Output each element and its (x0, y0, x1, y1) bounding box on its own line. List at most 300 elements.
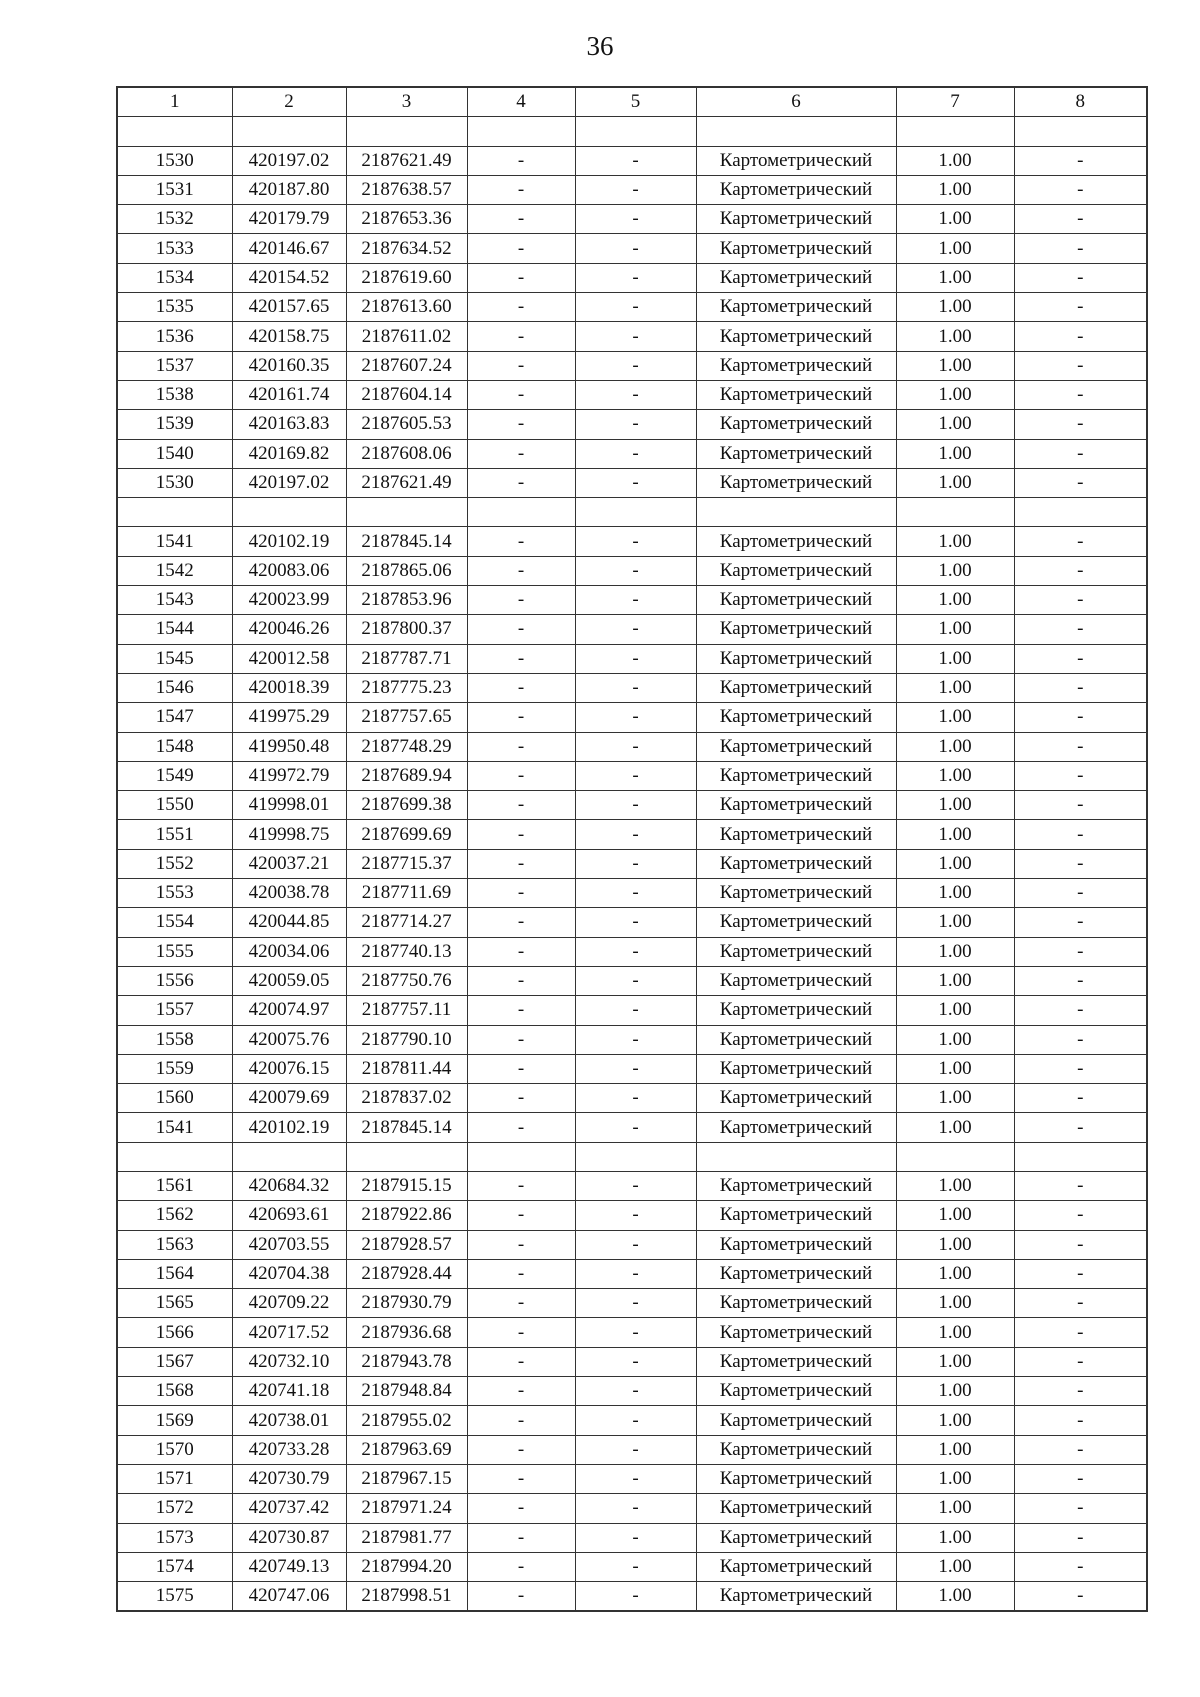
accuracy-cell: 1.00 (896, 1523, 1014, 1552)
y-coordinate-cell: 2187930.79 (346, 1289, 467, 1318)
x-coordinate-cell (232, 117, 346, 146)
table-row (117, 996, 1147, 1025)
point-number-cell: 1535 (117, 293, 232, 322)
column-8-cell: - (1014, 410, 1147, 439)
point-number-cell: 1551 (117, 820, 232, 849)
page-number: 36 (586, 31, 614, 61)
y-coordinate-cell: 2187748.29 (346, 732, 467, 761)
column-header: 8 (1014, 87, 1147, 117)
accuracy-cell (896, 117, 1014, 146)
column-5-cell: - (575, 1406, 696, 1435)
method-cell: Картометрический (696, 322, 896, 351)
column-8-cell: - (1014, 351, 1147, 380)
method-cell: Картометрический (696, 1494, 896, 1523)
table-row (117, 586, 1147, 615)
point-number-cell: 1562 (117, 1201, 232, 1230)
column-8-cell: - (1014, 1201, 1147, 1230)
table-row (117, 556, 1147, 585)
method-cell: Картометрический (696, 1435, 896, 1464)
column-4-cell: - (467, 996, 575, 1025)
y-coordinate-cell: 2187915.15 (346, 1171, 467, 1200)
y-coordinate-cell: 2187936.68 (346, 1318, 467, 1347)
y-coordinate-cell: 2187971.24 (346, 1494, 467, 1523)
table-row (117, 1552, 1147, 1581)
y-coordinate-cell: 2187775.23 (346, 673, 467, 702)
method-cell: Картометрический (696, 351, 896, 380)
column-8-cell: - (1014, 293, 1147, 322)
table-row (117, 937, 1147, 966)
accuracy-cell: 1.00 (896, 1318, 1014, 1347)
column-5-cell: - (575, 996, 696, 1025)
y-coordinate-cell: 2187715.37 (346, 849, 467, 878)
table-row (117, 322, 1147, 351)
column-5-cell: - (575, 1289, 696, 1318)
method-cell: Картометрический (696, 703, 896, 732)
column-4-cell: - (467, 1318, 575, 1347)
method-cell: Картометрический (696, 673, 896, 702)
column-8-cell: - (1014, 234, 1147, 263)
column-8-cell: - (1014, 761, 1147, 790)
column-4-cell: - (467, 439, 575, 468)
table-row (117, 849, 1147, 878)
column-8-cell: - (1014, 1523, 1147, 1552)
x-coordinate-cell: 420197.02 (232, 468, 346, 497)
column-5-cell: - (575, 1464, 696, 1493)
x-coordinate-cell (232, 498, 346, 527)
method-cell: Картометрический (696, 1552, 896, 1581)
accuracy-cell: 1.00 (896, 205, 1014, 234)
point-number-cell: 1541 (117, 1113, 232, 1142)
method-cell: Картометрический (696, 644, 896, 673)
x-coordinate-cell: 420083.06 (232, 556, 346, 585)
table-row (117, 1230, 1147, 1259)
point-number-cell (117, 1142, 232, 1171)
method-cell: Картометрический (696, 1347, 896, 1376)
accuracy-cell: 1.00 (896, 1259, 1014, 1288)
x-coordinate-cell: 420693.61 (232, 1201, 346, 1230)
y-coordinate-cell: 2187998.51 (346, 1582, 467, 1612)
x-coordinate-cell: 420102.19 (232, 1113, 346, 1142)
method-cell: Картометрический (696, 879, 896, 908)
column-4-cell: - (467, 849, 575, 878)
y-coordinate-cell: 2187608.06 (346, 439, 467, 468)
x-coordinate-cell: 419975.29 (232, 703, 346, 732)
y-coordinate-cell: 2187607.24 (346, 351, 467, 380)
table-row (117, 1289, 1147, 1318)
point-number-cell: 1558 (117, 1025, 232, 1054)
column-4-cell: - (467, 703, 575, 732)
column-5-cell: - (575, 439, 696, 468)
x-coordinate-cell: 420197.02 (232, 146, 346, 175)
point-number-cell: 1548 (117, 732, 232, 761)
method-cell: Картометрический (696, 234, 896, 263)
column-4-cell: - (467, 1494, 575, 1523)
table-row (117, 615, 1147, 644)
column-8-cell: - (1014, 1171, 1147, 1200)
x-coordinate-cell: 420074.97 (232, 996, 346, 1025)
y-coordinate-cell: 2187865.06 (346, 556, 467, 585)
method-cell: Картометрический (696, 732, 896, 761)
x-coordinate-cell: 420169.82 (232, 439, 346, 468)
point-number-cell: 1575 (117, 1582, 232, 1612)
column-5-cell: - (575, 468, 696, 497)
column-5-cell: - (575, 1318, 696, 1347)
point-number-cell: 1570 (117, 1435, 232, 1464)
method-cell: Картометрический (696, 527, 896, 556)
y-coordinate-cell: 2187757.65 (346, 703, 467, 732)
table-row (117, 966, 1147, 995)
table-row (117, 1025, 1147, 1054)
column-5-cell: - (575, 673, 696, 702)
column-4-cell: - (467, 556, 575, 585)
column-4-cell: - (467, 1201, 575, 1230)
point-number-cell: 1542 (117, 556, 232, 585)
method-cell: Картометрический (696, 966, 896, 995)
y-coordinate-cell: 2187811.44 (346, 1054, 467, 1083)
x-coordinate-cell: 420709.22 (232, 1289, 346, 1318)
column-8-cell: - (1014, 791, 1147, 820)
method-cell: Картометрический (696, 586, 896, 615)
column-5-cell (575, 498, 696, 527)
accuracy-cell: 1.00 (896, 615, 1014, 644)
y-coordinate-cell: 2187757.11 (346, 996, 467, 1025)
column-8-cell: - (1014, 1054, 1147, 1083)
point-number-cell: 1568 (117, 1377, 232, 1406)
point-number-cell: 1564 (117, 1259, 232, 1288)
y-coordinate-cell: 2187638.57 (346, 175, 467, 204)
accuracy-cell: 1.00 (896, 175, 1014, 204)
x-coordinate-cell: 420717.52 (232, 1318, 346, 1347)
separator-row (117, 1142, 1147, 1171)
column-8-cell: - (1014, 1259, 1147, 1288)
point-number-cell: 1555 (117, 937, 232, 966)
column-5-cell: - (575, 1113, 696, 1142)
method-cell: Картометрический (696, 1054, 896, 1083)
y-coordinate-cell (346, 498, 467, 527)
method-cell: Картометрический (696, 1464, 896, 1493)
column-8-cell: - (1014, 527, 1147, 556)
x-coordinate-cell: 420187.80 (232, 175, 346, 204)
accuracy-cell: 1.00 (896, 1113, 1014, 1142)
column-4-cell: - (467, 820, 575, 849)
column-5-cell: - (575, 293, 696, 322)
column-4-cell: - (467, 293, 575, 322)
column-8-cell: - (1014, 1406, 1147, 1435)
accuracy-cell: 1.00 (896, 263, 1014, 292)
method-cell: Картометрический (696, 849, 896, 878)
accuracy-cell: 1.00 (896, 908, 1014, 937)
x-coordinate-cell: 420738.01 (232, 1406, 346, 1435)
y-coordinate-cell: 2187948.84 (346, 1377, 467, 1406)
table-row (117, 146, 1147, 175)
column-8-cell: - (1014, 175, 1147, 204)
column-8-cell: - (1014, 879, 1147, 908)
point-number-cell: 1531 (117, 175, 232, 204)
column-5-cell: - (575, 820, 696, 849)
column-4-cell: - (467, 791, 575, 820)
column-8-cell: - (1014, 146, 1147, 175)
point-number-cell: 1566 (117, 1318, 232, 1347)
accuracy-cell: 1.00 (896, 322, 1014, 351)
column-5-cell: - (575, 263, 696, 292)
column-8-cell: - (1014, 205, 1147, 234)
y-coordinate-cell: 2187605.53 (346, 410, 467, 439)
table-row (117, 351, 1147, 380)
method-cell: Картометрический (696, 380, 896, 409)
point-number-cell: 1544 (117, 615, 232, 644)
column-4-cell: - (467, 879, 575, 908)
column-8-cell: - (1014, 673, 1147, 702)
column-8-cell: - (1014, 586, 1147, 615)
x-coordinate-cell: 420157.65 (232, 293, 346, 322)
x-coordinate-cell: 420704.38 (232, 1259, 346, 1288)
point-number-cell: 1560 (117, 1084, 232, 1113)
x-coordinate-cell: 420037.21 (232, 849, 346, 878)
method-cell: Картометрический (696, 556, 896, 585)
point-number-cell: 1546 (117, 673, 232, 702)
method-cell (696, 1142, 896, 1171)
column-8-cell (1014, 117, 1147, 146)
method-cell: Картометрический (696, 263, 896, 292)
point-number-cell: 1565 (117, 1289, 232, 1318)
table-row (117, 673, 1147, 702)
column-5-cell (575, 117, 696, 146)
column-5-cell: - (575, 703, 696, 732)
method-cell: Картометрический (696, 146, 896, 175)
column-5-cell: - (575, 1054, 696, 1083)
table-body (117, 117, 1147, 1612)
accuracy-cell: 1.00 (896, 644, 1014, 673)
y-coordinate-cell: 2187653.36 (346, 205, 467, 234)
column-header: 3 (346, 87, 467, 117)
point-number-cell: 1540 (117, 439, 232, 468)
column-4-cell (467, 117, 575, 146)
accuracy-cell: 1.00 (896, 966, 1014, 995)
column-5-cell: - (575, 732, 696, 761)
column-5-cell: - (575, 351, 696, 380)
column-8-cell: - (1014, 1435, 1147, 1464)
point-number-cell: 1550 (117, 791, 232, 820)
column-5-cell: - (575, 1230, 696, 1259)
table-row (117, 1347, 1147, 1376)
point-number-cell: 1567 (117, 1347, 232, 1376)
method-cell: Картометрический (696, 205, 896, 234)
separator-row (117, 117, 1147, 146)
method-cell: Картометрический (696, 908, 896, 937)
x-coordinate-cell: 420730.87 (232, 1523, 346, 1552)
accuracy-cell: 1.00 (896, 146, 1014, 175)
point-number-cell: 1530 (117, 468, 232, 497)
point-number-cell: 1561 (117, 1171, 232, 1200)
table-row (117, 468, 1147, 497)
column-5-cell: - (575, 175, 696, 204)
column-4-cell: - (467, 1259, 575, 1288)
column-5-cell: - (575, 1171, 696, 1200)
x-coordinate-cell: 420012.58 (232, 644, 346, 673)
column-5-cell: - (575, 380, 696, 409)
column-8-cell: - (1014, 1464, 1147, 1493)
column-4-cell: - (467, 1084, 575, 1113)
x-coordinate-cell: 419998.75 (232, 820, 346, 849)
point-number-cell: 1554 (117, 908, 232, 937)
column-4-cell: - (467, 1025, 575, 1054)
accuracy-cell: 1.00 (896, 849, 1014, 878)
x-coordinate-cell: 420023.99 (232, 586, 346, 615)
point-number-cell: 1556 (117, 966, 232, 995)
column-4-cell: - (467, 410, 575, 439)
x-coordinate-cell: 420146.67 (232, 234, 346, 263)
table-row (117, 234, 1147, 263)
method-cell: Картометрический (696, 937, 896, 966)
x-coordinate-cell: 420034.06 (232, 937, 346, 966)
column-8-cell: - (1014, 468, 1147, 497)
y-coordinate-cell: 2187613.60 (346, 293, 467, 322)
column-4-cell: - (467, 1406, 575, 1435)
accuracy-cell: 1.00 (896, 1377, 1014, 1406)
y-coordinate-cell: 2187800.37 (346, 615, 467, 644)
table-row (117, 1201, 1147, 1230)
column-8-cell: - (1014, 732, 1147, 761)
column-4-cell: - (467, 1377, 575, 1406)
y-coordinate-cell: 2187845.14 (346, 1113, 467, 1142)
table-row (117, 732, 1147, 761)
table-row (117, 1523, 1147, 1552)
table-row (117, 644, 1147, 673)
table-row (117, 1406, 1147, 1435)
point-number-cell: 1533 (117, 234, 232, 263)
column-8-cell: - (1014, 820, 1147, 849)
column-4-cell: - (467, 732, 575, 761)
column-8-cell: - (1014, 1025, 1147, 1054)
x-coordinate-cell: 420154.52 (232, 263, 346, 292)
x-coordinate-cell: 420179.79 (232, 205, 346, 234)
column-5-cell: - (575, 527, 696, 556)
point-number-cell: 1536 (117, 322, 232, 351)
column-8-cell: - (1014, 1318, 1147, 1347)
accuracy-cell: 1.00 (896, 879, 1014, 908)
accuracy-cell: 1.00 (896, 1552, 1014, 1581)
method-cell: Картометрический (696, 1318, 896, 1347)
column-8-cell: - (1014, 439, 1147, 468)
method-cell: Картометрический (696, 1377, 896, 1406)
column-4-cell: - (467, 1464, 575, 1493)
column-4-cell: - (467, 644, 575, 673)
table-row (117, 1084, 1147, 1113)
column-4-cell: - (467, 937, 575, 966)
column-8-cell: - (1014, 1552, 1147, 1581)
x-coordinate-cell: 420730.79 (232, 1464, 346, 1493)
y-coordinate-cell: 2187611.02 (346, 322, 467, 351)
column-4-cell: - (467, 908, 575, 937)
method-cell: Картометрический (696, 175, 896, 204)
method-cell (696, 117, 896, 146)
accuracy-cell: 1.00 (896, 380, 1014, 409)
x-coordinate-cell: 420684.32 (232, 1171, 346, 1200)
column-5-cell: - (575, 146, 696, 175)
method-cell: Картометрический (696, 1025, 896, 1054)
y-coordinate-cell: 2187790.10 (346, 1025, 467, 1054)
column-5-cell: - (575, 556, 696, 585)
column-5-cell: - (575, 1347, 696, 1376)
column-4-cell: - (467, 615, 575, 644)
table-row (117, 1171, 1147, 1200)
accuracy-cell: 1.00 (896, 556, 1014, 585)
x-coordinate-cell: 420749.13 (232, 1552, 346, 1581)
x-coordinate-cell: 420158.75 (232, 322, 346, 351)
table-row (117, 1464, 1147, 1493)
column-8-cell: - (1014, 908, 1147, 937)
table-row (117, 1259, 1147, 1288)
column-4-cell: - (467, 1552, 575, 1581)
accuracy-cell: 1.00 (896, 1494, 1014, 1523)
accuracy-cell: 1.00 (896, 351, 1014, 380)
point-number-cell: 1552 (117, 849, 232, 878)
y-coordinate-cell (346, 117, 467, 146)
x-coordinate-cell: 420046.26 (232, 615, 346, 644)
y-coordinate-cell: 2187621.49 (346, 146, 467, 175)
accuracy-cell (896, 1142, 1014, 1171)
column-4-cell: - (467, 205, 575, 234)
accuracy-cell: 1.00 (896, 937, 1014, 966)
table-row (117, 1582, 1147, 1612)
x-coordinate-cell: 419950.48 (232, 732, 346, 761)
column-5-cell: - (575, 1552, 696, 1581)
column-5-cell: - (575, 586, 696, 615)
table-row (117, 1435, 1147, 1464)
accuracy-cell: 1.00 (896, 1171, 1014, 1200)
y-coordinate-cell: 2187928.44 (346, 1259, 467, 1288)
separator-row (117, 498, 1147, 527)
table-row (117, 205, 1147, 234)
point-number-cell: 1534 (117, 263, 232, 292)
accuracy-cell: 1.00 (896, 234, 1014, 263)
y-coordinate-cell: 2187922.86 (346, 1201, 467, 1230)
accuracy-cell: 1.00 (896, 996, 1014, 1025)
column-8-cell: - (1014, 644, 1147, 673)
method-cell: Картометрический (696, 1582, 896, 1612)
column-8-cell: - (1014, 1377, 1147, 1406)
column-4-cell: - (467, 1113, 575, 1142)
table-row (117, 879, 1147, 908)
point-number-cell: 1574 (117, 1552, 232, 1581)
method-cell: Картометрический (696, 791, 896, 820)
accuracy-cell: 1.00 (896, 673, 1014, 702)
column-5-cell: - (575, 1377, 696, 1406)
column-8-cell: - (1014, 966, 1147, 995)
point-number-cell: 1537 (117, 351, 232, 380)
column-4-cell (467, 498, 575, 527)
point-number-cell: 1538 (117, 380, 232, 409)
point-number-cell: 1543 (117, 586, 232, 615)
point-number-cell: 1559 (117, 1054, 232, 1083)
y-coordinate-cell: 2187845.14 (346, 527, 467, 556)
column-8-cell: - (1014, 1347, 1147, 1376)
method-cell: Картометрический (696, 468, 896, 497)
column-8-cell: - (1014, 556, 1147, 585)
y-coordinate-cell: 2187750.76 (346, 966, 467, 995)
y-coordinate-cell: 2187994.20 (346, 1552, 467, 1581)
column-5-cell: - (575, 761, 696, 790)
column-header: 7 (896, 87, 1014, 117)
column-4-cell: - (467, 468, 575, 497)
x-coordinate-cell: 420079.69 (232, 1084, 346, 1113)
x-coordinate-cell: 420160.35 (232, 351, 346, 380)
point-number-cell: 1557 (117, 996, 232, 1025)
column-4-cell: - (467, 351, 575, 380)
accuracy-cell: 1.00 (896, 1347, 1014, 1376)
column-header: 4 (467, 87, 575, 117)
column-5-cell: - (575, 410, 696, 439)
